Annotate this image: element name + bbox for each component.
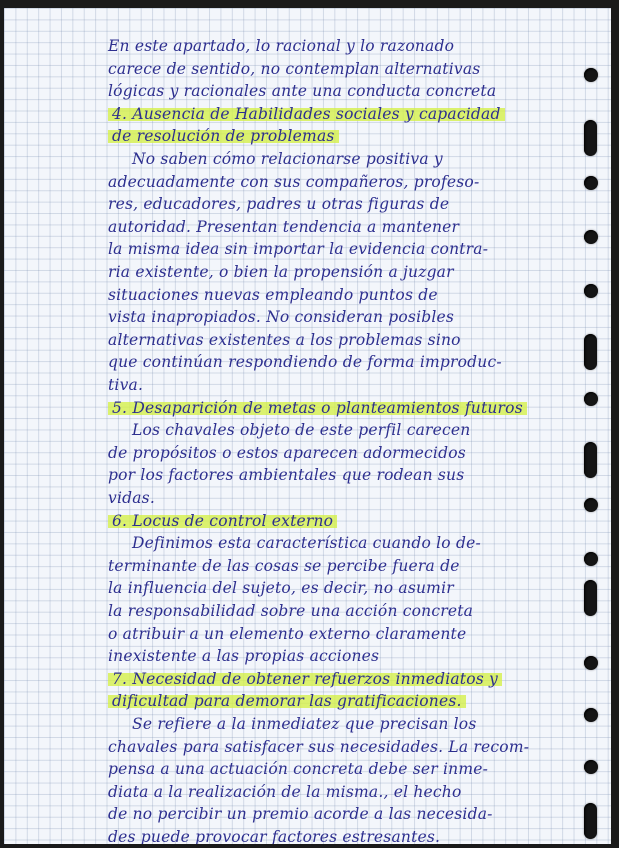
binder-hole (584, 392, 598, 406)
binder-hole (584, 176, 598, 190)
binder-slot (584, 803, 597, 839)
line-text: alternativas existentes a los problemas sino (108, 330, 461, 349)
binder-slot (584, 334, 597, 370)
section-heading (108, 691, 466, 711)
section-heading (108, 398, 527, 418)
text-line (108, 262, 454, 282)
line-text: la influencia del sujeto, es decir, no asumir (108, 579, 454, 598)
binder-hole (584, 552, 598, 566)
line-text: tiva. (108, 376, 144, 394)
text-line (108, 804, 493, 824)
line-text: vidas. (108, 489, 155, 507)
text-line (132, 533, 481, 553)
highlighted-heading-text: 5. Desaparición de metas o planteamientos futuros (108, 399, 527, 417)
binder-slot (584, 580, 597, 616)
line-text: diata a la realización de la misma., el hecho (108, 782, 462, 801)
text-line (108, 194, 449, 214)
line-text: de propósitos o estos aparecen adormecidos (108, 443, 466, 462)
line-text: Definimos esta característica cuando lo de- (132, 534, 481, 553)
text-line (108, 239, 488, 259)
highlighted-heading-text: 4. Ausencia de Habilidades sociales y capacidad (108, 105, 505, 123)
binder-hole (584, 656, 598, 670)
line-text: ria existente, o bien la propensión a juzgar (108, 263, 454, 281)
line-text: la misma idea sin importar la evidencia contra- (108, 240, 489, 259)
highlighted-heading-text: dificultad para demorar las gratificaciones. (108, 692, 466, 710)
text-line (108, 375, 143, 395)
text-line (108, 782, 462, 802)
text-line (108, 624, 466, 644)
text-line (132, 420, 470, 440)
line-text: carece de sentido, no contemplan alternativas (108, 59, 481, 78)
highlighted-heading-text: 7. Necesidad de obtener refuerzos inmediatos y (108, 670, 502, 688)
text-line (108, 827, 440, 844)
text-line (108, 578, 454, 598)
line-text: chavales para satisfacer sus necesidades. La recom- (108, 737, 530, 756)
text-line (108, 172, 479, 192)
text-line (108, 285, 438, 305)
binder-hole (584, 230, 598, 244)
line-text: autoridad. Presentan tendencia a mantener (108, 217, 460, 236)
text-line (108, 36, 454, 56)
line-text: que continúan respondiendo de forma improduc- (108, 353, 502, 372)
text-line (108, 330, 461, 350)
text-line (108, 465, 464, 485)
binder-hole (584, 760, 598, 774)
binder-hole (584, 68, 598, 82)
line-text: la responsabilidad sobre una acción concreta (108, 602, 474, 620)
binder-slot (584, 442, 597, 478)
section-heading (108, 104, 505, 124)
section-heading (108, 669, 502, 689)
binder-hole (584, 708, 598, 722)
text-line (108, 488, 155, 508)
line-text: vista inapropiados. No consideran posibles (108, 308, 455, 327)
line-text: adecuadamente con sus compañeros, profeso- (108, 172, 480, 191)
binder-slot (584, 120, 597, 156)
text-line (132, 149, 443, 169)
text-line (108, 601, 473, 621)
text-line (132, 714, 477, 734)
text-line (108, 556, 460, 576)
line-text: terminante de las cosas se percibe fuera de (108, 556, 460, 575)
text-line (108, 217, 459, 237)
line-text: pensa a una actuación concreta debe ser inme- (108, 760, 489, 779)
line-text: o atribuir a un elemento externo claramente (108, 624, 467, 643)
section-heading (108, 511, 337, 531)
line-text: En este apartado, lo racional y lo razonado (108, 37, 455, 55)
text-line (108, 443, 466, 463)
section-heading (108, 126, 339, 146)
binder-hole (584, 498, 598, 512)
line-text: Los chavales objeto de este perfil carecen (132, 421, 471, 440)
highlighted-heading-text: 6. Locus de control externo (108, 512, 337, 530)
line-text: des puede provocar factores estresantes. (108, 828, 441, 844)
line-text: de no percibir un premio acorde a las necesida- (108, 805, 493, 824)
notebook-page (4, 8, 611, 844)
text-line (108, 646, 379, 666)
line-text: lógicas y racionales ante una conducta concreta (108, 82, 497, 101)
binder-hole (584, 284, 598, 298)
line-text: por los factores ambientales que rodean sus (108, 466, 465, 485)
text-line (108, 81, 496, 101)
text-line (108, 59, 480, 79)
line-text: Se refiere a la inmediatez que precisan los (132, 715, 477, 733)
line-text: inexistente a las propias acciones (108, 647, 380, 666)
highlighted-heading-text: de resolución de problemas (108, 127, 339, 145)
text-line (108, 759, 488, 779)
line-text: No saben cómo relacionarse positiva y (132, 150, 443, 168)
line-text: res, educadores, padres u otras figuras de (108, 195, 450, 214)
text-line (108, 307, 454, 327)
text-line (108, 352, 502, 372)
text-line (108, 737, 529, 757)
line-text: situaciones nuevas empleando puntos de (108, 285, 438, 304)
